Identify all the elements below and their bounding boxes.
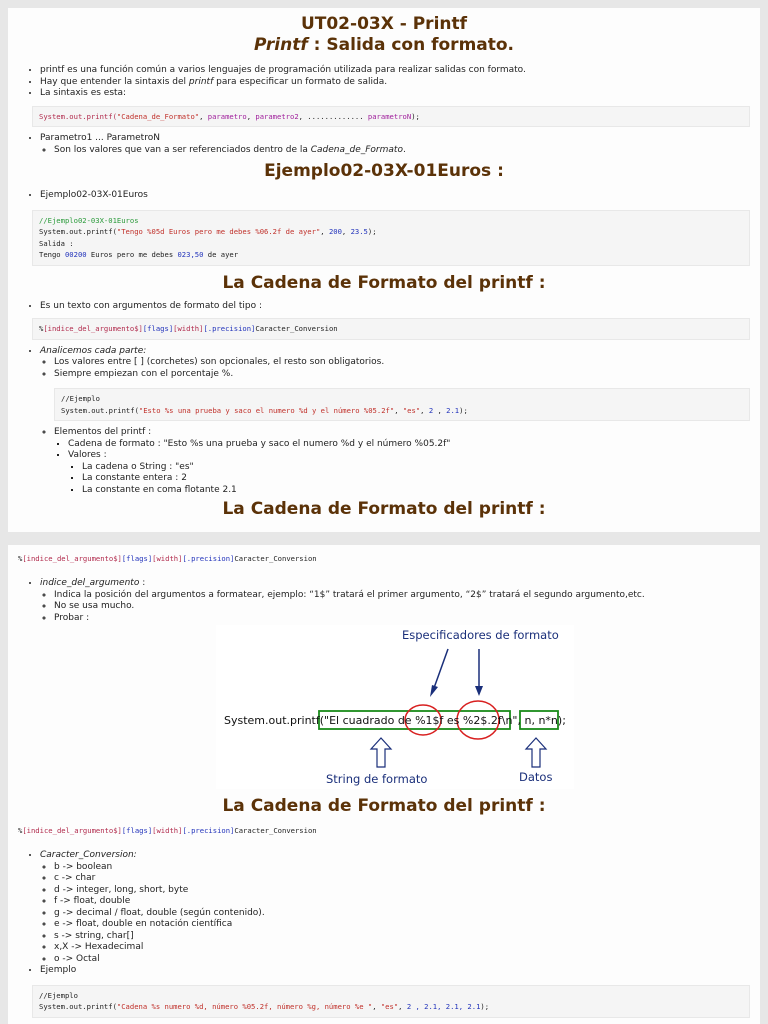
conversion-item: ◦ s -> string, char[] — [54, 931, 750, 943]
list-item: • Hay que entender la sintaxis del printf para especificar un formato de salida. — [40, 77, 750, 89]
list-item: ◦ Elementos del printf : ▪ Cadena de formato : "Esto %s una prueba y saco el numero %d y el número %05.2f" ▪ Valores : ▪ La cadena o String : "es" ▪ La constante entera : 2 ▪ La constante en coma flotante 2.1 — [54, 427, 750, 496]
format-syntax-line: %[indice_del_argumento$][flags][width][.precision]Caracter_Conversion — [18, 554, 317, 563]
conversion-item: ◦ o -> Octal — [54, 954, 750, 966]
list-item: • Caracter_Conversion: ◦ b -> boolean ◦ c -> char ◦ d -> integer, long, short, byte ◦ f -> float, double ◦ g -> decimal / float, double (según contenido). ◦ e -> float, double en notación científica ◦ s -> string, char[] ◦ x,X -> Hexadecimal ◦ o -> Octal — [40, 850, 750, 965]
arrow-1 — [434, 649, 448, 688]
section-heading-2: La Cadena de Formato del printf : — [222, 499, 546, 519]
page-subtitle: Printf : Salida con formato. — [253, 35, 515, 55]
diagram-right-label: Datos — [519, 770, 553, 784]
conversion-item: ◦ f -> float, double — [54, 896, 750, 908]
syntax-code-block: System.out.printf("Cadena_de_Formato", parametro, parametro2, ............. parametroN); — [32, 106, 750, 128]
list-item: • Ejemplo — [40, 965, 750, 977]
list-item: • Es un texto con argumentos de formato del tipo : — [40, 301, 750, 313]
list-item: ▪ Valores : ▪ La cadena o String : "es" ▪ La constante entera : 2 ▪ La constante en coma flotante 2.1 — [68, 450, 750, 496]
list-item: ▪ La constante en coma flotante 2.1 — [82, 485, 750, 497]
conversion-item: ◦ e -> float, double en notación científica — [54, 919, 750, 931]
conversion-item: ◦ g -> decimal / float, double (según contenido). — [54, 908, 750, 920]
up-arrow-right — [526, 738, 546, 767]
arrow-1-head — [430, 685, 438, 697]
list-item: • Parametro1 ... ParametroN ◦ Son los valores que van a ser referenciados dentro de la Cadena_de_Formato. — [40, 133, 750, 156]
conversion-item: ◦ b -> boolean — [54, 862, 750, 874]
format-code-block: %[indice_del_argumento$][flags][width][.precision]Caracter_Conversion — [32, 318, 750, 340]
slide-card-1 — [8, 8, 760, 532]
section-heading-3: La Cadena de Formato del printf : — [222, 796, 546, 816]
conversion-list — [18, 850, 750, 977]
example-list — [18, 190, 750, 202]
euros-code-block: //Ejemplo02-03X-01Euros System.out.printf("Tengo %05d Euros pero me debes %06.2f de ayer", 200, 23.5); Salida : Tengo 00200 Euros pero me debes 023,50 de ayer — [32, 210, 750, 266]
conversion-item: ◦ d -> integer, long, short, byte — [54, 885, 750, 897]
list-item: • indice_del_argumento : ◦ Indica la posición del argumentos a formatear, ejemplo: “1$” tratará el primer argumento, “2$” tratará el segundo argumento,etc. ◦ No se usa mucho. ◦ Probar : — [40, 578, 750, 624]
list-item: ◦ Son los valores que van a ser referenciados dentro de la Cadena_de_Formato. — [54, 145, 750, 157]
indice-list — [18, 578, 750, 624]
list-item: ◦ Siempre empiezan con el porcentaje %. — [54, 369, 750, 381]
list-item: • printf es una función común a varios lenguajes de programación utilizada para realizar salidas con formato. — [40, 65, 750, 77]
diagram-left-label: String de formato — [326, 772, 428, 786]
list-item: • La sintaxis es esta: — [40, 88, 750, 100]
example-code-block: //Ejemplo System.out.printf("Esto %s una prueba y saco el numero %d y el número %05.2f", "es", 2 , 2.1); — [54, 388, 750, 421]
diagram-top-label: Especificadores de formato — [402, 628, 559, 642]
list-item: ◦ Probar : — [54, 613, 750, 625]
analyze-list — [18, 346, 750, 497]
parametros-list — [18, 133, 750, 156]
list-item: • Ejemplo02-03X-01Euros — [40, 190, 750, 202]
intro-list — [18, 65, 750, 100]
format-syntax-line-2: %[indice_del_argumento$][flags][width][.precision]Caracter_Conversion — [18, 826, 317, 835]
diagram-code-line: System.out.printf("El cuadrado de %1$f es %2$.2f\n", n, n*n); — [224, 714, 566, 727]
conversion-code-block: //Ejemplo System.out.printf("Cadena %s numero %d, número %05.2f, número %g, número %e ", "es", 2 , 2.1, 2.1, 2.1); — [32, 985, 750, 1018]
example-heading: Ejemplo02-03X-01Euros : — [264, 161, 504, 181]
page-title: UT02-03X - Printf — [300, 14, 468, 34]
section1-list — [18, 301, 750, 313]
up-arrow-left — [371, 738, 391, 767]
section-heading-1: La Cadena de Formato del printf : — [222, 272, 546, 293]
list-item: • Analicemos cada parte: ◦ Los valores entre [ ] (corchetes) son opcionales, el resto son obligatorios. ◦ Siempre empiezan con el porcentaje %. //Ejemplo System.out.printf("Esto %s una prueba y saco el numero %d y el número %05.2f", "es", 2 , 2.1); ◦ Elementos del printf : ▪ Cadena de formato : "Esto %s una prueba y saco el numero %d y el número %05.2f" ▪ Valores : ▪ La cadena o String : "es" ▪ La constante entera : 2 ▪ La constante en coma flotante 2.1 — [40, 346, 750, 497]
list-item: ▪ Cadena de formato : "Esto %s una prueba y saco el numero %d y el número %05.2f" — [68, 439, 750, 451]
list-item: ◦ No se usa mucho. — [54, 601, 750, 613]
list-item: ▪ La cadena o String : "es" — [82, 462, 750, 474]
conversion-item: ◦ c -> char — [54, 873, 750, 885]
list-item: ◦ Indica la posición del argumentos a formatear, ejemplo: “1$” tratará el primer argumento, “2$” tratará el segundo argumento,etc. — [54, 590, 750, 602]
conversion-item: ◦ x,X -> Hexadecimal — [54, 942, 750, 954]
list-item: ◦ Los valores entre [ ] (corchetes) son opcionales, el resto son obligatorios. — [54, 357, 750, 369]
list-item: ▪ La constante entera : 2 — [82, 473, 750, 485]
arrow-2-head — [475, 686, 483, 696]
format-specifier-diagram — [216, 625, 574, 789]
slide-card-3 — [8, 792, 760, 1024]
